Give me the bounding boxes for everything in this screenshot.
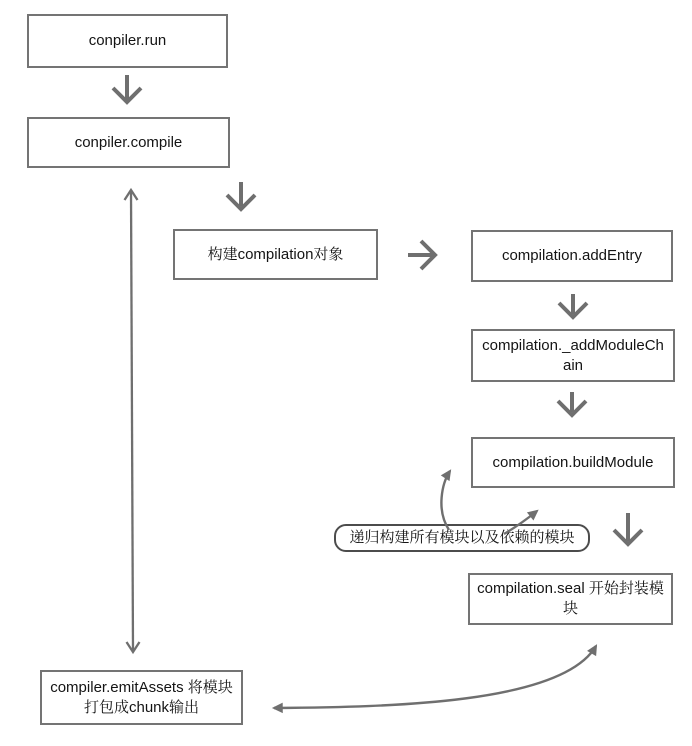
- arrow-run-to-compile: [113, 75, 141, 102]
- node-compiler-emitassets: compiler.emitAssets 将模块打包成chunk输出: [40, 670, 243, 725]
- annotation-recursive-build: 递归构建所有模块以及依赖的模块: [334, 524, 590, 552]
- arrow-compile-emitassets-double: [125, 190, 140, 652]
- node-conpiler-compile: conpiler.compile: [27, 117, 230, 168]
- node-compilation-seal: compilation.seal 开始封装模块: [468, 573, 673, 625]
- arrow-buildcompilation-to-addentry: [408, 241, 435, 269]
- node-compilation-addmodulechain: compilation._addModuleChain: [471, 329, 675, 382]
- node-conpiler-run: conpiler.run: [27, 14, 228, 68]
- arrow-emitassets-seal-curved: [274, 646, 596, 708]
- arrow-addentry-to-addmodulechain: [559, 294, 587, 317]
- node-build-compilation-object: 构建compilation对象: [173, 229, 378, 280]
- arrow-compile-to-buildcompilation: [227, 182, 255, 209]
- arrow-addmodulechain-to-buildmodule: [558, 392, 586, 415]
- node-compilation-addentry: compilation.addEntry: [471, 230, 673, 282]
- arrow-annotation-to-buildmodule: [441, 471, 450, 530]
- node-compilation-buildmodule: compilation.buildModule: [471, 437, 675, 488]
- arrow-buildmodule-to-seal: [614, 513, 642, 544]
